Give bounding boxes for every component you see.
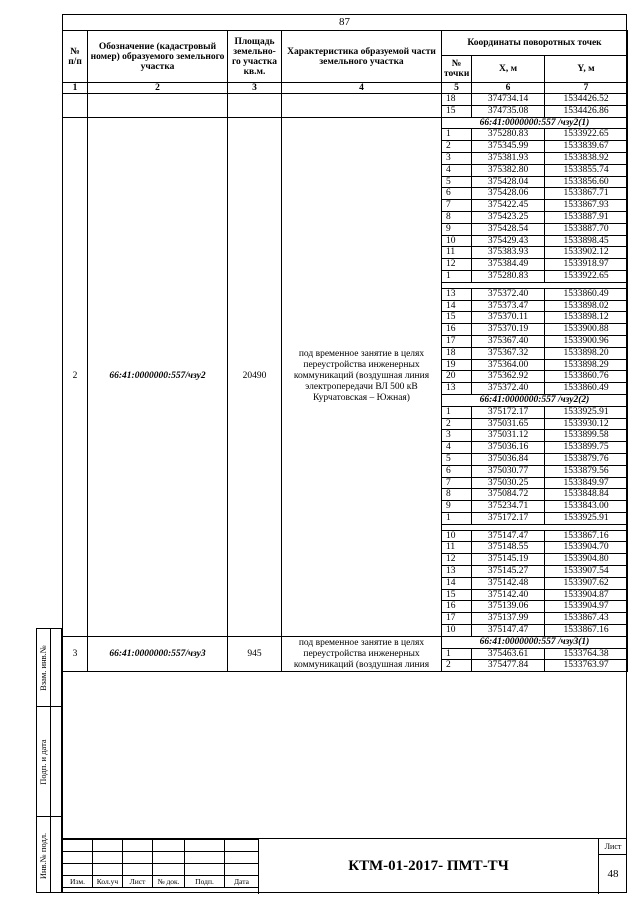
x-coordinate: 375370.19 <box>472 324 545 336</box>
point-number: 2 <box>442 660 472 672</box>
revision-label: Лист <box>123 876 153 888</box>
x-coordinate: 375428.04 <box>472 176 545 188</box>
y-coordinate: 1534426.52 <box>545 94 628 106</box>
y-coordinate: 1533907.54 <box>545 566 628 578</box>
header-point: № точки <box>442 56 472 83</box>
x-coordinate: 375147.47 <box>472 625 545 637</box>
y-coordinate: 1533867.43 <box>545 613 628 625</box>
point-number: 8 <box>442 489 472 501</box>
y-coordinate: 1533898.12 <box>545 312 628 324</box>
y-coordinate: 1533867.71 <box>545 188 628 200</box>
y-coordinate: 1533838.92 <box>545 152 628 164</box>
x-coordinate: 375381.93 <box>472 152 545 164</box>
point-number: 11 <box>442 542 472 554</box>
x-coordinate: 375030.77 <box>472 465 545 477</box>
point-number: 15 <box>442 589 472 601</box>
point-number: 2 <box>442 141 472 153</box>
cadastral-number: 66:41:0000000:557/чзу2 <box>88 117 228 636</box>
x-coordinate: 375234.71 <box>472 501 545 513</box>
revision-table <box>62 839 259 888</box>
part-description: под временное занятие в целях переустройства инженерных коммуникаций (воздушная линия электропередачи ВЛ 500 кВ Курчатовская – Южная) <box>282 117 442 636</box>
x-coordinate: 375367.32 <box>472 347 545 359</box>
point-number: 10 <box>442 625 472 637</box>
sheet-box <box>598 839 627 894</box>
page-number: 87 <box>339 16 350 28</box>
point-number: 8 <box>442 211 472 223</box>
table-row <box>63 94 628 106</box>
area-value: 20490 <box>228 117 282 636</box>
y-coordinate: 1533899.58 <box>545 430 628 442</box>
x-coordinate: 375383.93 <box>472 247 545 259</box>
point-number: 20 <box>442 371 472 383</box>
y-coordinate: 1533922.65 <box>545 270 628 282</box>
x-coordinate: 375036.16 <box>472 442 545 454</box>
x-coordinate: 375372.40 <box>472 288 545 300</box>
x-coordinate: 375137.99 <box>472 613 545 625</box>
point-number: 18 <box>442 347 472 359</box>
coordinates-table <box>62 30 628 672</box>
record-number: 3 <box>63 636 88 671</box>
column-number: 2 <box>88 83 228 94</box>
point-number: 6 <box>442 465 472 477</box>
x-coordinate: 375030.25 <box>472 477 545 489</box>
stamp-orig-inv: Инв.№ подл. <box>38 832 48 879</box>
x-coordinate: 375423.25 <box>472 211 545 223</box>
y-coordinate: 1533925.91 <box>545 512 628 524</box>
x-coordinate: 375142.48 <box>472 577 545 589</box>
x-coordinate: 375428.54 <box>472 223 545 235</box>
y-coordinate: 1533904.80 <box>545 554 628 566</box>
subpart-heading: 66:41:0000000:557 /чзу3(1) <box>442 636 628 648</box>
continued-cell <box>63 94 88 118</box>
y-coordinate: 1533763.97 <box>545 660 628 672</box>
point-number: 18 <box>442 94 472 106</box>
subpart-heading: 66:41:0000000:557 /чзу2(2) <box>442 394 628 406</box>
y-coordinate: 1534426.86 <box>545 105 628 117</box>
revision-label: Изм. <box>63 876 93 888</box>
continued-cell <box>88 94 228 118</box>
x-coordinate: 375373.47 <box>472 300 545 312</box>
point-number: 19 <box>442 359 472 371</box>
revision-label: Кол.уч <box>93 876 123 888</box>
y-coordinate: 1533904.87 <box>545 589 628 601</box>
revision-label: Дата <box>225 876 259 888</box>
y-coordinate: 1533900.96 <box>545 335 628 347</box>
point-number: 5 <box>442 453 472 465</box>
x-coordinate: 375139.06 <box>472 601 545 613</box>
column-numbers-row <box>63 83 628 94</box>
x-coordinate: 375172.17 <box>472 512 545 524</box>
y-coordinate: 1533887.91 <box>545 211 628 223</box>
point-number: 16 <box>442 601 472 613</box>
y-coordinate: 1533764.38 <box>545 648 628 660</box>
point-number: 9 <box>442 501 472 513</box>
y-coordinate: 1533867.93 <box>545 200 628 212</box>
x-coordinate: 375429.43 <box>472 235 545 247</box>
point-number: 12 <box>442 554 472 566</box>
y-coordinate: 1533849.97 <box>545 477 628 489</box>
column-number: 1 <box>63 83 88 94</box>
x-coordinate: 375345.99 <box>472 141 545 153</box>
y-coordinate: 1533907.62 <box>545 577 628 589</box>
y-coordinate: 1533856.60 <box>545 176 628 188</box>
header-y: Y, м <box>545 56 628 83</box>
x-coordinate: 375382.80 <box>472 164 545 176</box>
sheet-label: Лист <box>599 839 627 855</box>
header-x: X, м <box>472 56 545 83</box>
y-coordinate: 1533902.12 <box>545 247 628 259</box>
y-coordinate: 1533860.49 <box>545 288 628 300</box>
x-coordinate: 375172.17 <box>472 406 545 418</box>
point-number: 1 <box>442 270 472 282</box>
header-coordinates: Координаты поворотных точек <box>442 31 628 56</box>
y-coordinate: 1533843.00 <box>545 501 628 513</box>
header-area: Площадь земельно-го участка кв.м. <box>228 31 282 83</box>
column-number: 4 <box>282 83 442 94</box>
y-coordinate: 1533930.12 <box>545 418 628 430</box>
x-coordinate: 375422.45 <box>472 200 545 212</box>
point-number: 12 <box>442 259 472 271</box>
x-coordinate: 375384.49 <box>472 259 545 271</box>
y-coordinate: 1533867.16 <box>545 530 628 542</box>
revision-label: № док. <box>153 876 185 888</box>
y-coordinate: 1533855.74 <box>545 164 628 176</box>
x-coordinate: 374734.14 <box>472 94 545 106</box>
x-coordinate: 375428.06 <box>472 188 545 200</box>
column-number: 7 <box>545 83 628 94</box>
point-number: 13 <box>442 288 472 300</box>
column-number: 6 <box>472 83 545 94</box>
y-coordinate: 1533839.67 <box>545 141 628 153</box>
y-coordinate: 1533922.65 <box>545 129 628 141</box>
point-number: 3 <box>442 152 472 164</box>
x-coordinate: 375362.92 <box>472 371 545 383</box>
x-coordinate: 375372.40 <box>472 383 545 395</box>
sheet-number: 48 <box>607 868 619 880</box>
point-number: 5 <box>442 176 472 188</box>
point-number: 11 <box>442 247 472 259</box>
point-number: 4 <box>442 442 472 454</box>
column-number: 3 <box>228 83 282 94</box>
point-number: 16 <box>442 324 472 336</box>
part-description: под временное занятие в целях переустройства инженерных коммуникаций (воздушная линия <box>282 636 442 671</box>
point-number: 4 <box>442 164 472 176</box>
title-block <box>62 838 627 893</box>
x-coordinate: 375367.40 <box>472 335 545 347</box>
y-coordinate: 1533904.97 <box>545 601 628 613</box>
table-row <box>63 636 628 648</box>
point-number: 1 <box>442 406 472 418</box>
x-coordinate: 375031.65 <box>472 418 545 430</box>
subpart-heading: 66:41:0000000:557 /чзу2(1) <box>442 117 628 129</box>
x-coordinate: 375084.72 <box>472 489 545 501</box>
point-number: 1 <box>442 512 472 524</box>
point-number: 13 <box>442 383 472 395</box>
point-number: 14 <box>442 577 472 589</box>
x-coordinate: 374735.08 <box>472 105 545 117</box>
y-coordinate: 1533887.70 <box>545 223 628 235</box>
y-coordinate: 1533867.16 <box>545 625 628 637</box>
y-coordinate: 1533918.97 <box>545 259 628 271</box>
header-description: Характеристика образуемой части земельного участка <box>282 31 442 83</box>
point-number: 7 <box>442 200 472 212</box>
y-coordinate: 1533879.56 <box>545 465 628 477</box>
document-code: КТМ-01-2017- ПМТ-ТЧ <box>258 839 598 894</box>
point-number: 17 <box>442 335 472 347</box>
x-coordinate: 375463.61 <box>472 648 545 660</box>
continued-cell <box>228 94 282 118</box>
revision-label: Подп. <box>185 876 225 888</box>
continued-cell <box>282 94 442 118</box>
area-value: 945 <box>228 636 282 671</box>
y-coordinate: 1533860.76 <box>545 371 628 383</box>
stamp-replace-inv: Взам. инв.№ <box>37 629 63 707</box>
column-number: 5 <box>442 83 472 94</box>
x-coordinate: 375280.83 <box>472 270 545 282</box>
x-coordinate: 375477.84 <box>472 660 545 672</box>
y-coordinate: 1533925.91 <box>545 406 628 418</box>
x-coordinate: 375142.40 <box>472 589 545 601</box>
header-cadastral: Обозначение (кадастровый номер) образуемого земельного участка <box>88 31 228 83</box>
header-number: № п/п <box>63 31 88 83</box>
x-coordinate: 375145.19 <box>472 554 545 566</box>
point-number: 13 <box>442 566 472 578</box>
point-number: 15 <box>442 105 472 117</box>
x-coordinate: 375147.47 <box>472 530 545 542</box>
y-coordinate: 1533848.84 <box>545 489 628 501</box>
x-coordinate: 375148.55 <box>472 542 545 554</box>
cadastral-number: 66:41:0000000:557/чзу3 <box>88 636 228 671</box>
y-coordinate: 1533860.49 <box>545 383 628 395</box>
x-coordinate: 375364.00 <box>472 359 545 371</box>
x-coordinate: 375031.12 <box>472 430 545 442</box>
y-coordinate: 1533898.20 <box>545 347 628 359</box>
point-number: 1 <box>442 129 472 141</box>
point-number: 9 <box>442 223 472 235</box>
x-coordinate: 375280.83 <box>472 129 545 141</box>
point-number: 15 <box>442 312 472 324</box>
point-number: 6 <box>442 188 472 200</box>
y-coordinate: 1533899.75 <box>545 442 628 454</box>
y-coordinate: 1533904.70 <box>545 542 628 554</box>
table-row <box>63 117 628 129</box>
x-coordinate: 375145.27 <box>472 566 545 578</box>
point-number: 10 <box>442 235 472 247</box>
point-number: 1 <box>442 648 472 660</box>
x-coordinate: 375370.11 <box>472 312 545 324</box>
y-coordinate: 1533898.02 <box>545 300 628 312</box>
point-number: 2 <box>442 418 472 430</box>
y-coordinate: 1533898.45 <box>545 235 628 247</box>
y-coordinate: 1533898.29 <box>545 359 628 371</box>
point-number: 17 <box>442 613 472 625</box>
record-number: 2 <box>63 117 88 636</box>
x-coordinate: 375036.84 <box>472 453 545 465</box>
side-stamp <box>36 628 62 893</box>
stamp-sign-date: Подп. и дата <box>37 707 63 817</box>
point-number: 7 <box>442 477 472 489</box>
y-coordinate: 1533879.76 <box>545 453 628 465</box>
point-number: 3 <box>442 430 472 442</box>
point-number: 10 <box>442 530 472 542</box>
y-coordinate: 1533900.88 <box>545 324 628 336</box>
point-number: 14 <box>442 300 472 312</box>
